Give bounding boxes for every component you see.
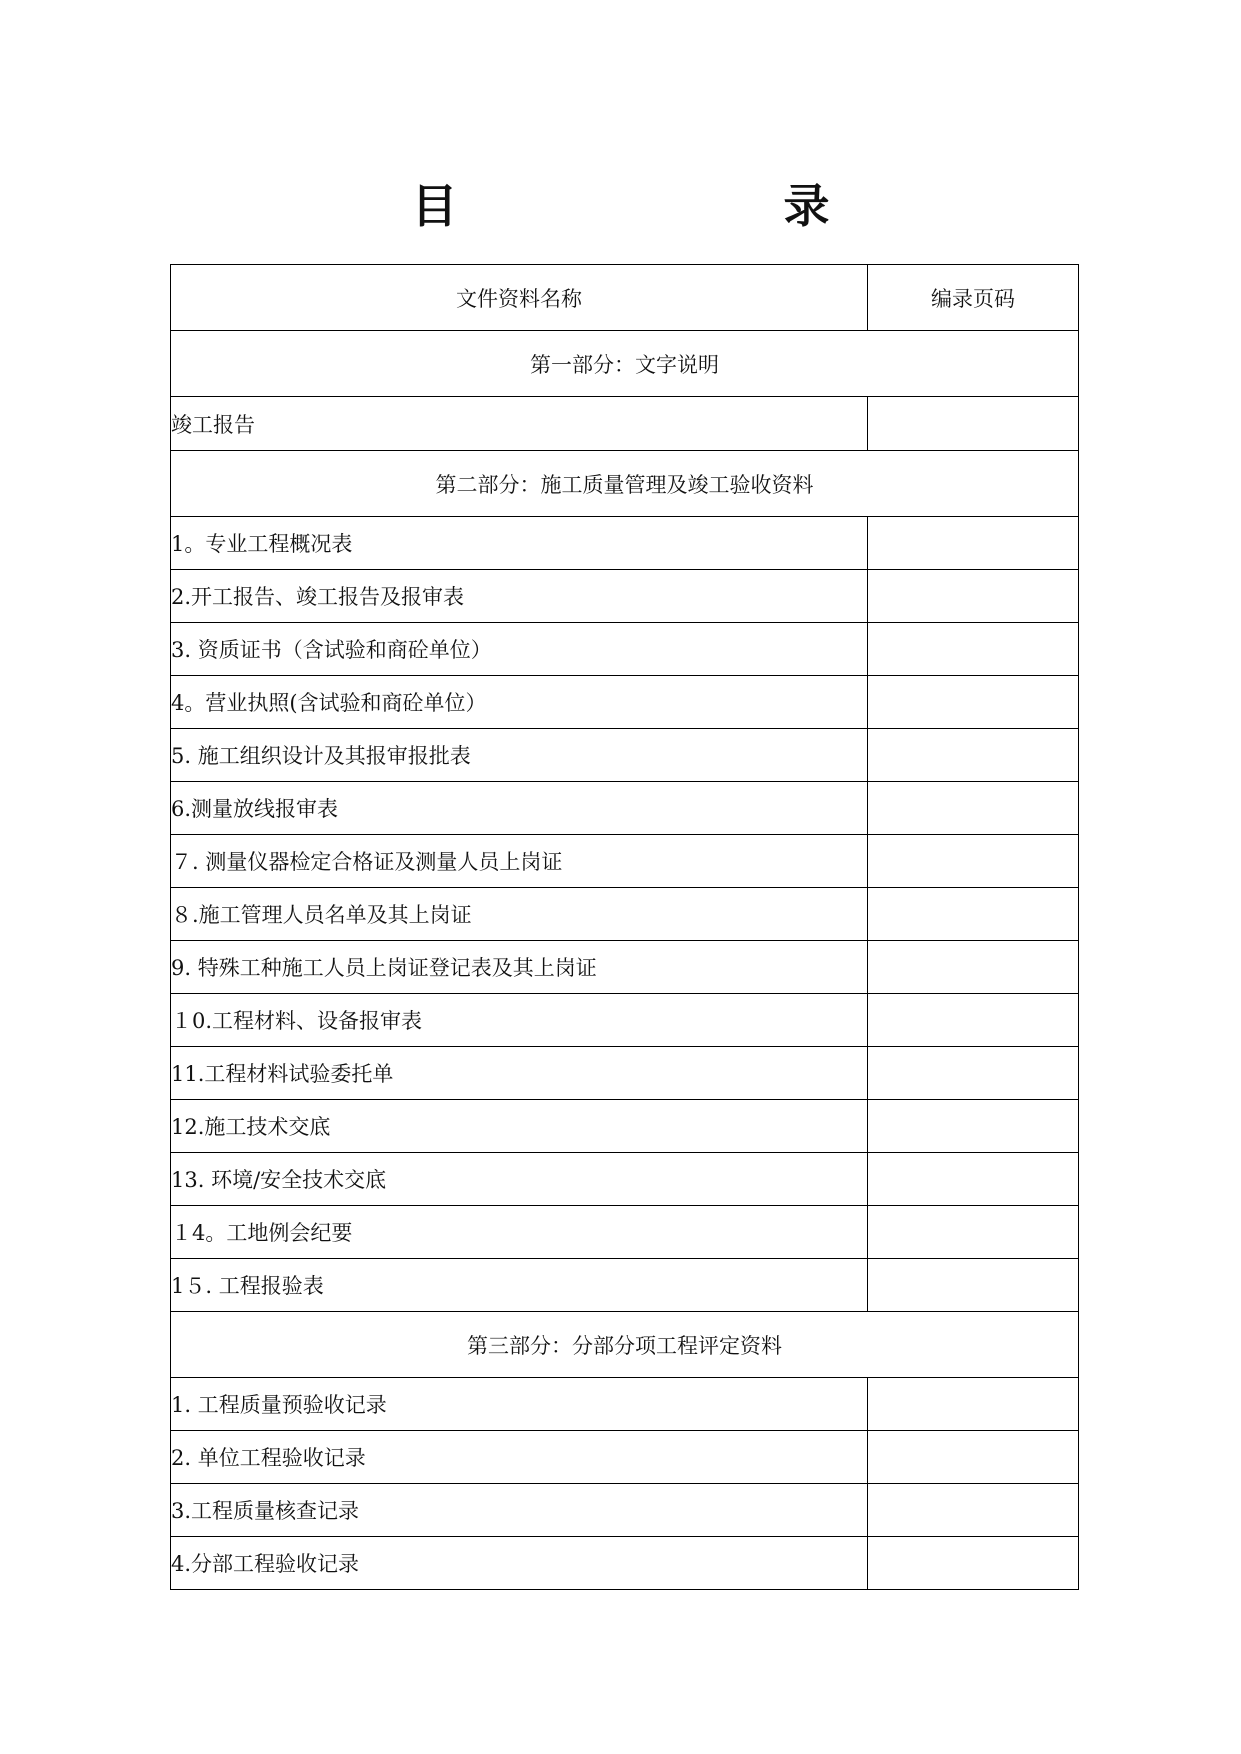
item-name: 竣工报告 xyxy=(171,397,868,451)
table-row xyxy=(171,517,1079,570)
section-heading: 第二部分：施工质量管理及竣工验收资料 xyxy=(171,451,1079,517)
item-name: ７. 测量仪器检定合格证及测量人员上岗证 xyxy=(171,835,868,888)
table-row xyxy=(171,941,1079,994)
header-name-cell: 文件资料名称 xyxy=(171,265,868,331)
item-name: １0.工程材料、设备报审表 xyxy=(171,994,868,1047)
table-header-row xyxy=(171,265,1079,331)
item-name: 3.工程质量核查记录 xyxy=(171,1484,868,1537)
table-row xyxy=(171,1537,1079,1590)
item-page xyxy=(868,941,1079,994)
item-page xyxy=(868,623,1079,676)
item-page xyxy=(868,729,1079,782)
item-name: 3. 资质证书（含试验和商砼单位） xyxy=(171,623,868,676)
table-row xyxy=(171,782,1079,835)
item-name: 2. 单位工程验收记录 xyxy=(171,1431,868,1484)
item-name: 1５. 工程报验表 xyxy=(171,1259,868,1312)
section-heading: 第一部分：文字说明 xyxy=(171,331,1079,397)
item-page xyxy=(868,517,1079,570)
document-title: 目 录 xyxy=(411,179,908,233)
item-name: 2.开工报告、竣工报告及报审表 xyxy=(171,570,868,623)
table-row xyxy=(171,835,1079,888)
item-page xyxy=(868,676,1079,729)
item-page xyxy=(868,835,1079,888)
table-row xyxy=(171,994,1079,1047)
table-row xyxy=(171,1100,1079,1153)
item-name: 9. 特殊工种施工人员上岗证登记表及其上岗证 xyxy=(171,941,868,994)
header-page-cell: 编录页码 xyxy=(868,265,1079,331)
table-row xyxy=(171,1484,1079,1537)
item-page xyxy=(868,1431,1079,1484)
table-row xyxy=(171,1153,1079,1206)
item-name: 11.工程材料试验委托单 xyxy=(171,1047,868,1100)
item-page xyxy=(868,1153,1079,1206)
item-page xyxy=(868,888,1079,941)
item-name: 4。营业执照(含试验和商砼单位） xyxy=(171,676,868,729)
table-row xyxy=(171,1206,1079,1259)
item-name: 1。专业工程概况表 xyxy=(171,517,868,570)
item-name: 13. 环境/安全技术交底 xyxy=(171,1153,868,1206)
item-page xyxy=(868,570,1079,623)
item-page xyxy=(868,782,1079,835)
item-page xyxy=(868,994,1079,1047)
table-row xyxy=(171,623,1079,676)
item-name: １4。工地例会纪要 xyxy=(171,1206,868,1259)
table-row xyxy=(171,397,1079,451)
table-row xyxy=(171,570,1079,623)
table-row xyxy=(171,1431,1079,1484)
item-name: 6.测量放线报审表 xyxy=(171,782,868,835)
section-row xyxy=(171,451,1079,517)
table-row xyxy=(171,1378,1079,1431)
table-row xyxy=(171,676,1079,729)
item-page xyxy=(868,1537,1079,1590)
toc-table xyxy=(170,264,1079,1590)
section-row xyxy=(171,331,1079,397)
item-name: 4.分部工程验收记录 xyxy=(171,1537,868,1590)
item-page xyxy=(868,1378,1079,1431)
item-name: 12.施工技术交底 xyxy=(171,1100,868,1153)
item-page xyxy=(868,1259,1079,1312)
item-page xyxy=(868,1047,1079,1100)
item-name: ８.施工管理人员名单及其上岗证 xyxy=(171,888,868,941)
table-row xyxy=(171,1047,1079,1100)
section-heading: 第三部分：分部分项工程评定资料 xyxy=(171,1312,1079,1378)
item-page xyxy=(868,1484,1079,1537)
item-name: 5. 施工组织设计及其报审报批表 xyxy=(171,729,868,782)
item-page xyxy=(868,397,1079,451)
item-name: 1. 工程质量预验收记录 xyxy=(171,1378,868,1431)
section-row xyxy=(171,1312,1079,1378)
item-page xyxy=(868,1100,1079,1153)
table-row xyxy=(171,729,1079,782)
item-page xyxy=(868,1206,1079,1259)
table-row xyxy=(171,888,1079,941)
table-row xyxy=(171,1259,1079,1312)
